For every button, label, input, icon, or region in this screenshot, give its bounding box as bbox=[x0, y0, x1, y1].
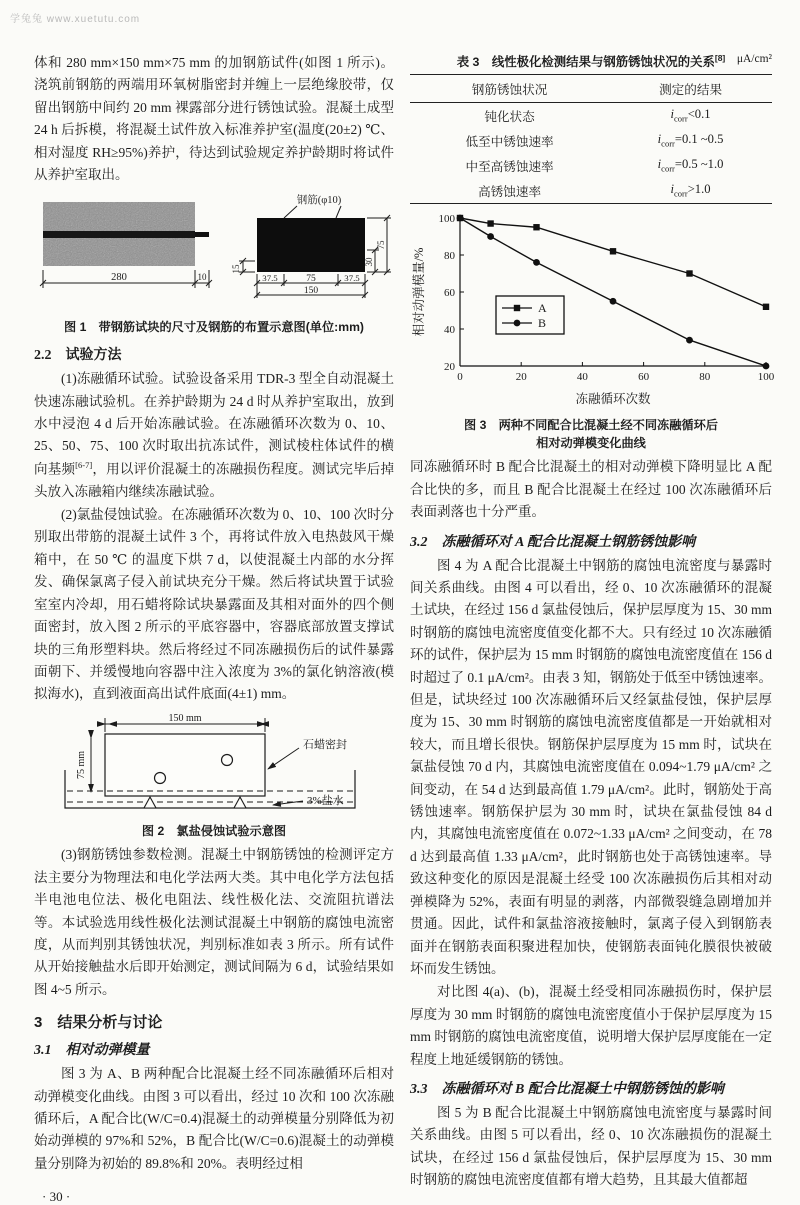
svg-text:B: B bbox=[538, 316, 547, 330]
rebar-hole-left bbox=[155, 772, 166, 783]
icorr-value: =0.5 ~1.0 bbox=[674, 157, 724, 172]
table-3-title-text: 表 3 线性极化检测结果与钢筋锈蚀状况的关系 bbox=[456, 55, 715, 69]
icorr-value: =0.1 ~0.5 bbox=[674, 132, 724, 147]
table-3-title bbox=[410, 52, 772, 70]
svg-text:80: 80 bbox=[444, 250, 455, 262]
svg-text:40: 40 bbox=[576, 371, 588, 383]
svg-text:0: 0 bbox=[457, 371, 463, 383]
citation-8: [8] bbox=[714, 52, 726, 63]
fig2-dim-150-label: 150 mm bbox=[168, 712, 202, 724]
icorr-symbol: i bbox=[670, 182, 675, 197]
icorr-subscript: corr bbox=[674, 113, 688, 124]
figure-3-caption-line1: 图 3 两种不同配合比混凝土经不同冻融循环后 bbox=[464, 418, 718, 432]
figure-2 bbox=[34, 712, 394, 841]
paragraph-corrosion-detection: (3)钢筋锈蚀参数检测。混凝土中钢筋锈蚀的检测评定方法主要分为物理法和电化学法两大类。其中电化学方法包括半电池电位法、极化电阻法、线性极化法、交流阻抗谱法等。本试验选用线性极化法测试混凝土中钢筋的腐蚀电流密度，从而判别其锈蚀状况，判别标准如表 3 所示。所有试件从开始接触盐水后即开始测定，测试间隔为 6 d，试验结果如图 4~5 所示。 bbox=[34, 847, 394, 997]
column-header-status: 钢筋锈蚀状况 bbox=[410, 75, 609, 103]
figure-1-drawing bbox=[35, 192, 393, 312]
paragraph-cover-comparison: 对比图 4(a)、(b)，混凝土经受相同冻融损伤时，保护层厚度为 30 mm 时钢筋的腐蚀电流密度值小于保护层厚度为 15 mm 时钢筋的腐蚀电流密度值，说明增大保护层厚度能在一定程度上地延缓钢筋的锈蚀。 bbox=[410, 984, 772, 1067]
paragraph-mix-b-corrosion: 图 5 为 B 配合比混凝土中钢筋腐蚀电流密度与暴露时间关系曲线。由图 5 可以看出，经 0、10 次冻融损伤的混凝土试块，在经过 156 d 氯盐侵蚀后，保护层厚度为 15、30 mm 时钢筋的腐蚀电流密度值都有增大趋势，且其最大值都超 bbox=[410, 1104, 772, 1188]
right-column bbox=[410, 52, 775, 1205]
status-cell: 钝化状态 bbox=[484, 110, 535, 124]
svg-text:60: 60 bbox=[638, 371, 650, 383]
table-row bbox=[410, 153, 772, 178]
dim-75-label: 75 bbox=[376, 240, 386, 250]
svg-text:20: 20 bbox=[515, 371, 527, 383]
status-cell: 低至中锈蚀速率 bbox=[465, 135, 554, 149]
table-3-grid bbox=[410, 74, 772, 204]
svg-text:100: 100 bbox=[757, 371, 775, 383]
table-row bbox=[410, 128, 772, 153]
svg-text:80: 80 bbox=[699, 371, 711, 383]
figure-1-caption: 图 1 带钢筋试块的尺寸及钢筋的布置示意图(单位:mm) bbox=[64, 320, 364, 335]
dim-37-5b-label: 37.5 bbox=[344, 273, 360, 284]
dim-280-label: 280 bbox=[111, 272, 127, 284]
heading-3: 3 结果分析与讨论 bbox=[34, 1014, 163, 1032]
paragraph-specimen-intro: 体和 280 mm×150 mm×75 mm 的加钢筋试件(如图 1 所示)。浇筑前钢筋的两端用环氧树脂密封并缠上一层绝缘胶带，仅留出钢筋中间约 20 mm 裸露部分进行锈蚀试验。混凝土成型 24 h 后拆模，将混凝土试件放入标准养护室(温度(20±2) ℃、相对湿度 RH≥95%)养护，待达到试验规定养护龄期时将试件从养护室取出。 bbox=[34, 55, 394, 183]
table-header-row bbox=[410, 75, 772, 103]
table-row bbox=[410, 103, 772, 129]
svg-text:相对动弹模量/%: 相对动弹模量/% bbox=[412, 247, 426, 337]
icorr-subscript: corr bbox=[661, 138, 675, 149]
svg-text:60: 60 bbox=[444, 287, 455, 299]
table-row bbox=[410, 178, 772, 204]
rebar-hole-right bbox=[222, 754, 233, 765]
icorr-value: >1.0 bbox=[687, 182, 711, 197]
result-cell bbox=[609, 178, 772, 204]
result-cell bbox=[609, 103, 772, 129]
figure-2-caption: 图 2 氯盐侵蚀试验示意图 bbox=[141, 823, 287, 838]
heading-2-2: 2.2 试验方法 bbox=[34, 348, 122, 364]
citation-6-7: [6-7] bbox=[75, 459, 93, 470]
rebar-leader-lines bbox=[284, 206, 341, 218]
paragraph-mix-a-corrosion: 图 4 为 A 配合比混凝土中钢筋的腐蚀电流密度与暴露时间关系曲线。由图 4 可以看出，经 0、10 次冻融循环的混凝土试块，在经过 156 d 氯盐侵蚀后，保护层厚度为 15、30 mm 时钢筋的腐蚀电流密度值变化都不大。只有经过 10 次冻融循环的试件，保护层为 15 mm 时钢筋的腐蚀电流密度值在 156 d 时超过了 0.1 μA/cm²。由表 3 知，钢筋处于低至中锈蚀速率。但是，试块经过 100 次冻融循环后又经氯盐侵蚀，保护层厚度为 15、30 mm 时钢筋的腐蚀电流密度值都是一开始就相对较大，而且增长很快。钢筋保护层厚度为 15 mm 时，试块在氯盐侵蚀 70 d 内，其腐蚀电流密度值在 0.094~1.79 μA/cm² 之间变动，在 54 d 达到最高值 1.79 μA/cm²。此时，钢筋处于高锈蚀速率。钢筋保护层为 30 mm 时，试块在氯盐侵蚀 84 d 内，其腐蚀电流密度值在 0.072~1.33 μA/cm² 之间变动，在 78 d 达到最高值 1.33 μA/cm²，此时钢筋也处于高锈蚀速率。导致这种变化的原因是混凝土经受 100 次冻融损伤后其相对动弹模降为 52%，表面有明显的剥落，内部微裂缝急剧增加并贯通。因此，试件和氯盐溶液接触时，氯离子侵入到钢筋表面并在钢筋表面积聚进程加快，使钢筋表面钝化膜很快被破坏而发生锈蚀。 bbox=[410, 557, 772, 976]
svg-text:40: 40 bbox=[444, 324, 455, 336]
icorr-symbol: i bbox=[670, 107, 675, 122]
figure-3 bbox=[410, 210, 775, 452]
left-column bbox=[34, 52, 394, 1205]
wax-seal-label: 石蜡密封 bbox=[303, 738, 347, 751]
icorr-symbol: i bbox=[657, 132, 662, 147]
table-3-unit: μA/cm² bbox=[736, 53, 772, 65]
svg-text:冻融循环次数: 冻融循环次数 bbox=[575, 392, 651, 406]
dim-10-label: 10 bbox=[197, 272, 207, 283]
column-header-result: 测定的结果 bbox=[609, 75, 772, 103]
fig2-dim-75-label: 75 mm bbox=[76, 750, 87, 779]
icorr-subscript: corr bbox=[674, 188, 688, 199]
heading-3-2: 3.2 冻融循环对 A 配合比混凝土钢筋锈蚀影响 bbox=[410, 534, 696, 550]
heading-3-3: 3.3 冻融循环对 B 配合比混凝土中钢筋锈蚀的影响 bbox=[410, 1081, 724, 1097]
dim-150-label: 150 bbox=[303, 286, 319, 297]
svg-text:A: A bbox=[538, 301, 547, 315]
specimen-block bbox=[105, 734, 265, 796]
wax-callout-line bbox=[268, 748, 299, 769]
section-rectangle bbox=[257, 218, 365, 272]
specimen-photo bbox=[43, 202, 209, 266]
result-cell bbox=[609, 128, 772, 153]
figure-2-drawing bbox=[35, 712, 393, 816]
status-cell: 高锈蚀速率 bbox=[410, 178, 609, 204]
paragraph-chloride-test: (2)氯盐侵蚀试验。在冻融循环次数为 0、10、100 次时分别取出带筋的混凝土试件 3 个，再将试件放入电热鼓风干燥箱中，在 50 ℃ 的温度下烘 7 d，以使混凝土内部的水分挥发、确保氯离子侵入前试块充分干燥。然后将试块置于试验室室内冷却，用石蜡将除试块暴露面及其相对面外的四个侧面密封，放入图 2 所示的平底容器中，容器底部放置支撑试块的三角形塑料块。然后将经过不同冻融损伤后的试件暴露面朝下、并缓慢地向容器中注入浓度为 3%的氯化钠溶液(模拟海水)，直到液面高出试件底面(4±1) mm。 bbox=[34, 507, 394, 702]
result-cell bbox=[609, 153, 772, 178]
dim-30-label: 30 bbox=[364, 257, 374, 267]
paragraph-text: ，用以评价混凝土的冻融损伤程度。测试完毕后掉头放入冻融箱内继续冻融试验。 bbox=[34, 461, 395, 499]
dim-37-5a-label: 37.5 bbox=[262, 273, 278, 284]
paragraph-text: (1)冻融循环试验。试验设备采用 TDR-3 型全自动混凝土快速冻融试验机。在养护龄期为 24 d 时从养护室取出，放到水中浸泡 4 d 后开始冻融试验。在冻融循环次数为 0、10、25、50、75、100 次时取出抗冻试件，测试棱柱体试件的横向基频 bbox=[34, 371, 394, 477]
svg-text:100: 100 bbox=[438, 213, 455, 225]
figure-3-chart bbox=[410, 210, 778, 410]
paragraph-freeze-thaw-test bbox=[34, 368, 394, 503]
table-3 bbox=[410, 52, 772, 204]
paragraph-relative-modulus: 图 3 为 A、B 两种配合比混凝土经不同冻融循环后相对动弹模变化曲线。由图 3 可以看出，经过 10 次和 100 次冻融循环后，A 配合比(W/C=0.4)混凝土的动弹模量分别降低为初始动弹模的 97%和 52%，B 配合比(W/C=0.6)混凝土的动弹模量分别降为初始的 89.8%和 20%。表明经过相 bbox=[34, 1066, 394, 1171]
svg-text:20: 20 bbox=[444, 361, 455, 373]
figure-3-caption-line2: 相对动弹模变化曲线 bbox=[536, 435, 646, 450]
status-cell: 中至高锈蚀速率 bbox=[465, 160, 554, 174]
icorr-symbol: i bbox=[657, 157, 662, 172]
icorr-value: <0.1 bbox=[687, 107, 711, 122]
heading-3-1: 3.1 相对动弹模量 bbox=[34, 1043, 150, 1059]
figure-1 bbox=[34, 192, 394, 337]
rebar-label: 钢筋(φ10) bbox=[296, 195, 342, 207]
watermark: 学兔兔 www.xuetutu.com bbox=[10, 14, 141, 25]
page-number: · 30 · bbox=[42, 1189, 71, 1205]
dim-75b-label: 75 bbox=[306, 274, 316, 285]
paragraph-modulus-comparison: 同冻融循环时 B 配合比混凝土的相对动弹模下降明显比 A 配合比快的多，而且 B 配合比混凝土在经过 100 次冻融循环后表面剥落也十分严重。 bbox=[410, 459, 772, 520]
salt-water-label: 3%盐水 bbox=[307, 794, 344, 807]
dim-15-label: 15 bbox=[231, 264, 241, 274]
figure-3-caption bbox=[410, 417, 772, 452]
icorr-subscript: corr bbox=[661, 163, 675, 174]
